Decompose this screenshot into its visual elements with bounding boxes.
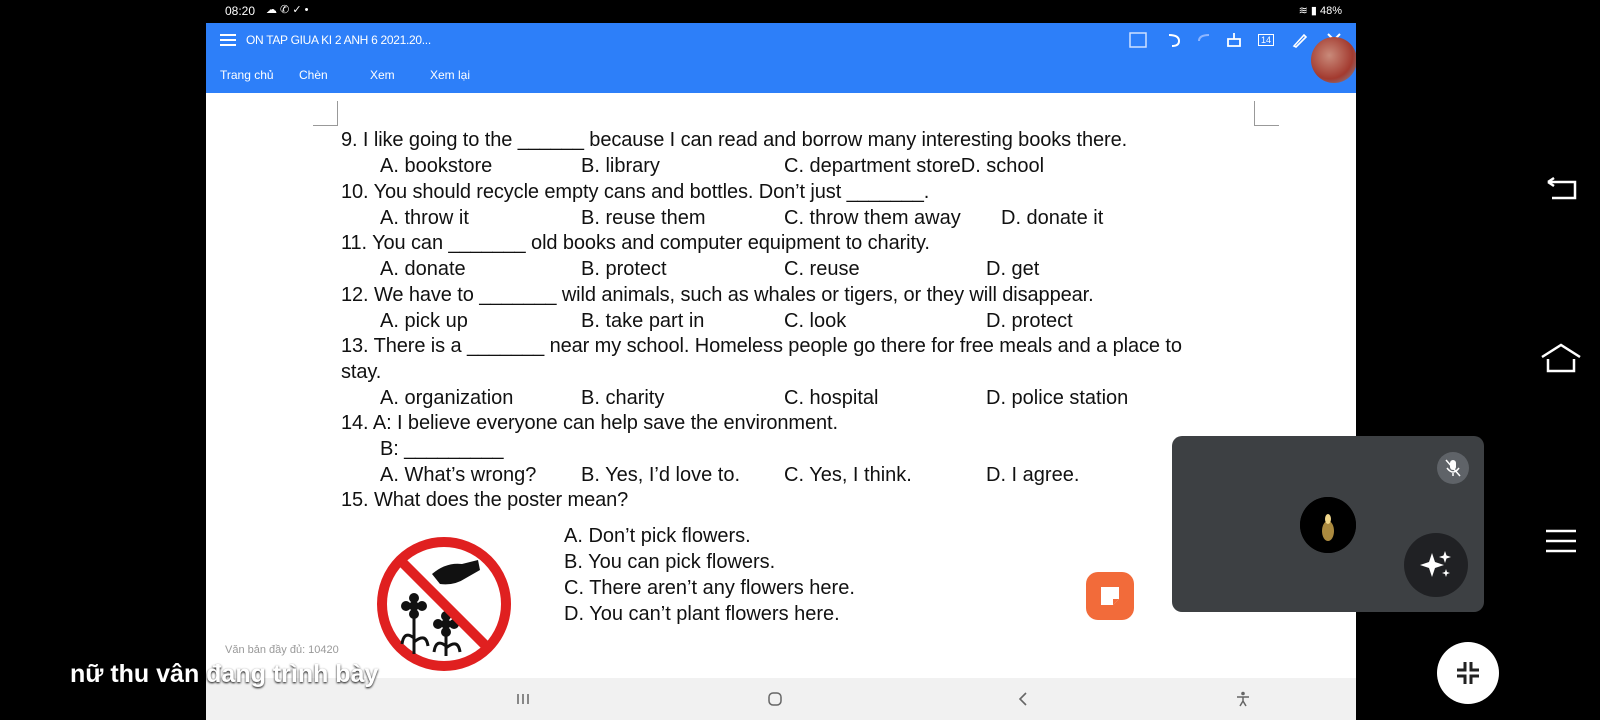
question-12: 12. We have to _______ wild animals, such as whales or tigers, or they will disappear. (341, 284, 1094, 306)
tab-review[interactable]: Xem lại (430, 68, 471, 82)
page-count-icon[interactable] (1254, 29, 1278, 51)
q15-option-c: C. There aren’t any flowers here. (564, 577, 855, 599)
question-13-continued: stay. (341, 361, 382, 383)
q9-option-b: B. library (581, 155, 660, 177)
recent-apps-icon[interactable] (511, 688, 535, 710)
question-15: 15. What does the poster mean? (341, 489, 629, 511)
q9-option-c: C. department storeD. school (784, 155, 1045, 177)
menu-icon[interactable] (219, 31, 237, 49)
tab-view[interactable]: Xem (370, 68, 395, 82)
minimize-icon[interactable] (1437, 642, 1499, 704)
accessibility-icon[interactable] (1231, 688, 1255, 710)
avatar[interactable] (1311, 37, 1356, 83)
status-bar (206, 0, 1356, 23)
presenter-caption: nữ thu vân đang trình bày (70, 660, 379, 688)
participant-avatar (1300, 497, 1356, 553)
margin-corner-left (313, 101, 338, 126)
q10-option-c: C. throw them away (784, 207, 961, 229)
sparkle-icon[interactable] (1404, 533, 1468, 597)
save-icon[interactable] (1126, 29, 1150, 51)
question-14: 14. A: I believe everyone can help save the environment. (341, 412, 838, 434)
app-toolbar (206, 23, 1356, 93)
upload-tray-icon[interactable] (1537, 340, 1585, 376)
home-icon[interactable] (763, 688, 787, 710)
q14-option-b: B. Yes, I’d love to. (581, 464, 740, 486)
share-icon[interactable] (1222, 29, 1246, 51)
q14-option-a: A. What’s wrong? (380, 464, 537, 486)
side-menu-icon[interactable] (1541, 526, 1581, 556)
back-icon[interactable] (1011, 688, 1035, 710)
page-badge: 14 (1258, 34, 1274, 46)
q13-option-a: A. organization (380, 387, 514, 409)
q11-option-d: D. get (986, 258, 1040, 280)
mic-off-icon[interactable] (1437, 452, 1469, 484)
signal-icon: ▮ (1310, 5, 1317, 17)
question-14-reply: B: _________ (380, 438, 504, 460)
system-status (1299, 4, 1342, 17)
battery-level: 48% (1319, 5, 1342, 17)
q9-option-a: A. bookstore (380, 155, 493, 177)
tab-home[interactable]: Trang chủ (220, 68, 274, 82)
participant-tile[interactable] (1172, 436, 1484, 612)
redo-icon[interactable] (1192, 29, 1216, 51)
clock: 08:20 (225, 4, 256, 18)
q10-option-b: B. reuse them (581, 207, 706, 229)
q14-option-d: D. I agree. (986, 464, 1080, 486)
return-icon[interactable] (1541, 174, 1581, 204)
word-count-note: Văn bản đầy đủ: 10420 (225, 644, 339, 656)
undo-icon[interactable] (1162, 29, 1186, 51)
question-10: 10. You should recycle empty cans and bottles. Don’t just _______. (341, 181, 930, 203)
q12-option-a: A. pick up (380, 310, 468, 332)
tab-insert[interactable]: Chèn (299, 68, 328, 82)
status-icons: ☁ ✆ ✓ • (266, 4, 309, 16)
q13-option-b: B. charity (581, 387, 665, 409)
tablet-nav-bar (206, 678, 1356, 720)
q15-option-b: B. You can pick flowers. (564, 551, 776, 573)
q13-option-d: D. police station (986, 387, 1129, 409)
question-11: 11. You can _______ old books and computer equipment to charity. (341, 232, 930, 254)
margin-corner-right (1254, 101, 1279, 126)
q12-option-d: D. protect (986, 310, 1073, 332)
q10-option-d: D. donate it (1001, 207, 1104, 229)
tablet-screen (206, 0, 1356, 720)
wifi-icon: ≋ (1298, 5, 1308, 17)
question-9: 9. I like going to the ______ because I can read and borrow many interesting books there. (341, 129, 1128, 151)
question-13: 13. There is a _______ near my school. Homeless people go there for free meals and a place to (341, 335, 1182, 357)
q14-option-c: C. Yes, I think. (784, 464, 912, 486)
q10-option-a: A. throw it (380, 207, 469, 229)
sticky-note-icon[interactable] (1086, 572, 1134, 620)
q12-option-c: C. look (784, 310, 847, 332)
q11-option-b: B. protect (581, 258, 667, 280)
q11-option-a: A. donate (380, 258, 466, 280)
q12-option-b: B. take part in (581, 310, 705, 332)
q11-option-c: C. reuse (784, 258, 860, 280)
document-title: ON TAP GIUA KI 2 ANH 6 2021.20... (246, 33, 431, 47)
q13-option-c: C. hospital (784, 387, 879, 409)
q15-option-a: A. Don’t pick flowers. (564, 525, 751, 547)
q15-option-d: D. You can’t plant flowers here. (564, 603, 840, 625)
no-picking-flowers-sign (374, 534, 514, 674)
edit-pen-icon[interactable] (1288, 29, 1312, 51)
